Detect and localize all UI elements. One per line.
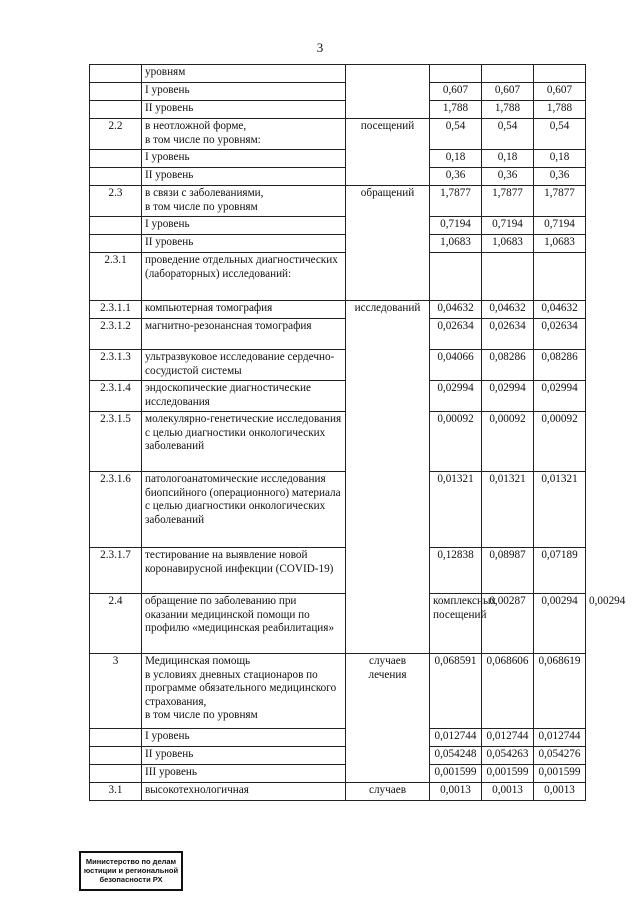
row-number: 2.3.1.5 xyxy=(90,412,142,472)
row-value-v3: 1,788 xyxy=(534,101,586,119)
table-row xyxy=(90,381,586,412)
row-value-v3: 0,18 xyxy=(534,150,586,168)
row-number: 2.4 xyxy=(90,594,142,654)
table-row xyxy=(90,101,586,119)
row-description: I уровень xyxy=(142,217,346,235)
row-unit: комплексных посещений xyxy=(430,594,482,654)
row-number xyxy=(90,747,142,765)
row-description: III уровень xyxy=(142,765,346,783)
row-value-v2: 0,054263 xyxy=(482,747,534,765)
row-value-v3 xyxy=(534,65,586,83)
row-value-v1 xyxy=(430,253,482,301)
page-number: 3 xyxy=(316,40,324,55)
row-number: 2.3.1 xyxy=(90,253,142,301)
row-value-v1: 0,00092 xyxy=(430,412,482,472)
row-description: патологоанатомические исследования биопсийного (операционного) материала с целью диагностики онкологических заболеваний xyxy=(142,472,346,548)
row-value-v2: 0,04632 xyxy=(482,301,534,319)
row-unit xyxy=(346,65,430,119)
row-description: в связи с заболеваниями, в том числе по уровням xyxy=(142,186,346,217)
row-value-v3: 0,012744 xyxy=(534,729,586,747)
row-value-v3: 0,54 xyxy=(534,119,586,150)
row-description: II уровень xyxy=(142,747,346,765)
row-value-v2: 0,607 xyxy=(482,83,534,101)
row-value-v2: 0,36 xyxy=(482,168,534,186)
row-value-v2: 1,0683 xyxy=(482,235,534,253)
row-value-v3: 0,0013 xyxy=(534,783,586,801)
table-row xyxy=(90,217,586,235)
row-description: эндоскопические диагностические исследования xyxy=(142,381,346,412)
row-number: 3 xyxy=(90,654,142,729)
row-value-v2: 1,788 xyxy=(482,101,534,119)
table-row xyxy=(90,729,586,747)
row-number xyxy=(90,150,142,168)
row-number xyxy=(90,65,142,83)
row-value-v2: 0,00294 xyxy=(534,594,586,654)
row-value-v2: 0,54 xyxy=(482,119,534,150)
norms-table xyxy=(89,64,626,801)
row-value-v3: 0,02994 xyxy=(534,381,586,412)
row-description: уровням xyxy=(142,65,346,83)
row-value-v1: 0,18 xyxy=(430,150,482,168)
table-row xyxy=(90,783,586,801)
row-value-v2: 0,08987 xyxy=(482,548,534,594)
table-row xyxy=(90,186,586,217)
row-description: Медицинская помощь в условиях дневных стационаров по программе обязательного медицинского страхования, в том числе по уровням xyxy=(142,654,346,729)
row-number xyxy=(90,729,142,747)
row-value-v2: 0,7194 xyxy=(482,217,534,235)
row-value-v2: 0,00092 xyxy=(482,412,534,472)
row-description: I уровень xyxy=(142,150,346,168)
table-row: 2.4 обращение по заболеванию при оказании медицинской помощи по профилю «медицинская реабилитация» комплексных посещений 0,00287 0,00294 0,00294 xyxy=(90,594,586,654)
row-number xyxy=(90,765,142,783)
row-value-v2: 0,012744 xyxy=(482,729,534,747)
row-value-v2 xyxy=(482,65,534,83)
row-value-v2: 0,01321 xyxy=(482,472,534,548)
row-value-v1: 0,02634 xyxy=(430,319,482,350)
table-row xyxy=(90,65,586,83)
row-value-v2: 0,02994 xyxy=(482,381,534,412)
row-value-v1: 0,001599 xyxy=(430,765,482,783)
table-row xyxy=(90,765,586,783)
row-value-v1: 0,012744 xyxy=(430,729,482,747)
row-value-v3: 0,01321 xyxy=(534,472,586,548)
row-value-v1: 0,02994 xyxy=(430,381,482,412)
row-description: тестирование на выявление новой коронавирусной инфекции (COVID-19) xyxy=(142,548,346,594)
row-number xyxy=(90,217,142,235)
row-value-v3: 1,7877 xyxy=(534,186,586,217)
ministry-stamp: Министерство по делам юстиции и региональной безопасности РХ xyxy=(79,851,183,891)
row-number: 2.3.1.2 xyxy=(90,319,142,350)
row-description: II уровень xyxy=(142,235,346,253)
row-description: II уровень xyxy=(142,101,346,119)
row-unit: случаев xyxy=(346,783,430,801)
row-description: II уровень xyxy=(142,168,346,186)
table-row xyxy=(90,747,586,765)
row-value-v3: 0,07189 xyxy=(534,548,586,594)
table-row xyxy=(90,253,586,301)
row-value-v3: 1,0683 xyxy=(534,235,586,253)
row-number: 2.2 xyxy=(90,119,142,150)
row-description: I уровень xyxy=(142,729,346,747)
row-value-v2: 0,08286 xyxy=(482,350,534,381)
row-value-v3: 0,068619 xyxy=(534,654,586,729)
row-value-v1: 0,01321 xyxy=(430,472,482,548)
row-value-v2: 0,0013 xyxy=(482,783,534,801)
table-row xyxy=(90,472,586,548)
row-value-v2: 0,001599 xyxy=(482,765,534,783)
table-row xyxy=(90,412,586,472)
row-value-v3 xyxy=(534,253,586,301)
row-value-v1: 0,0013 xyxy=(430,783,482,801)
row-number: 2.3.1.7 xyxy=(90,548,142,594)
row-value-v2: 0,02634 xyxy=(482,319,534,350)
row-value-v1 xyxy=(430,65,482,83)
row-value-v1: 1,7877 xyxy=(430,186,482,217)
row-value-v3: 0,054276 xyxy=(534,747,586,765)
row-unit: обращений xyxy=(346,186,430,301)
row-description: молекулярно-генетические исследования с целью диагностики онкологических заболеваний xyxy=(142,412,346,472)
row-description: магнитно-резонансная томография xyxy=(142,319,346,350)
row-value-v1: 0,607 xyxy=(430,83,482,101)
row-description: высокотехнологичная xyxy=(142,783,346,801)
row-value-v1: 0,04066 xyxy=(430,350,482,381)
row-value-v2: 0,068606 xyxy=(482,654,534,729)
table-row xyxy=(90,168,586,186)
table-row xyxy=(90,150,586,168)
row-number: 2.3.1.4 xyxy=(90,381,142,412)
row-value-v1: 0,068591 xyxy=(430,654,482,729)
row-value-v1: 0,36 xyxy=(430,168,482,186)
row-unit: посещений xyxy=(346,119,430,186)
row-unit: случаев лечения xyxy=(346,654,430,783)
row-number: 3.1 xyxy=(90,783,142,801)
row-value-v3: 0,00092 xyxy=(534,412,586,472)
row-value-v2 xyxy=(482,253,534,301)
table-row xyxy=(90,350,586,381)
table-row xyxy=(90,654,586,729)
row-value-v1: 0,00287 xyxy=(482,594,534,654)
row-unit: исследований xyxy=(346,301,430,654)
row-number xyxy=(90,101,142,119)
row-value-v3: 0,04632 xyxy=(534,301,586,319)
row-description: I уровень xyxy=(142,83,346,101)
row-value-v2: 1,7877 xyxy=(482,186,534,217)
row-number xyxy=(90,168,142,186)
row-value-v1: 0,04632 xyxy=(430,301,482,319)
row-value-v1: 0,12838 xyxy=(430,548,482,594)
row-value-v1: 0,7194 xyxy=(430,217,482,235)
row-number: 2.3 xyxy=(90,186,142,217)
row-number xyxy=(90,235,142,253)
row-value-v1: 1,0683 xyxy=(430,235,482,253)
row-description: ультразвуковое исследование сердечно-сосудистой системы xyxy=(142,350,346,381)
row-number: 2.3.1.3 xyxy=(90,350,142,381)
row-value-v3: 0,7194 xyxy=(534,217,586,235)
row-value-v3: 0,08286 xyxy=(534,350,586,381)
table-row xyxy=(90,319,586,350)
row-value-v3: 0,02634 xyxy=(534,319,586,350)
row-number: 2.3.1.1 xyxy=(90,301,142,319)
row-value-v2: 0,18 xyxy=(482,150,534,168)
row-description: проведение отдельных диагностических (лабораторных) исследований: xyxy=(142,253,346,301)
row-description: в неотложной форме, в том числе по уровням: xyxy=(142,119,346,150)
row-value-v3: 0,36 xyxy=(534,168,586,186)
row-number xyxy=(90,83,142,101)
table-row xyxy=(90,83,586,101)
table-row xyxy=(90,235,586,253)
row-value-v1: 1,788 xyxy=(430,101,482,119)
row-value-v1: 0,054248 xyxy=(430,747,482,765)
row-description: обращение по заболеванию при оказании медицинской помощи по профилю «медицинская реабилитация» xyxy=(142,594,346,654)
row-value-v3: 0,001599 xyxy=(534,765,586,783)
row-description: компьютерная томография xyxy=(142,301,346,319)
table-row xyxy=(90,301,586,319)
row-value-v3: 0,607 xyxy=(534,83,586,101)
table-row xyxy=(90,548,586,594)
row-value-v1: 0,54 xyxy=(430,119,482,150)
row-number: 2.3.1.6 xyxy=(90,472,142,548)
table-row xyxy=(90,119,586,150)
